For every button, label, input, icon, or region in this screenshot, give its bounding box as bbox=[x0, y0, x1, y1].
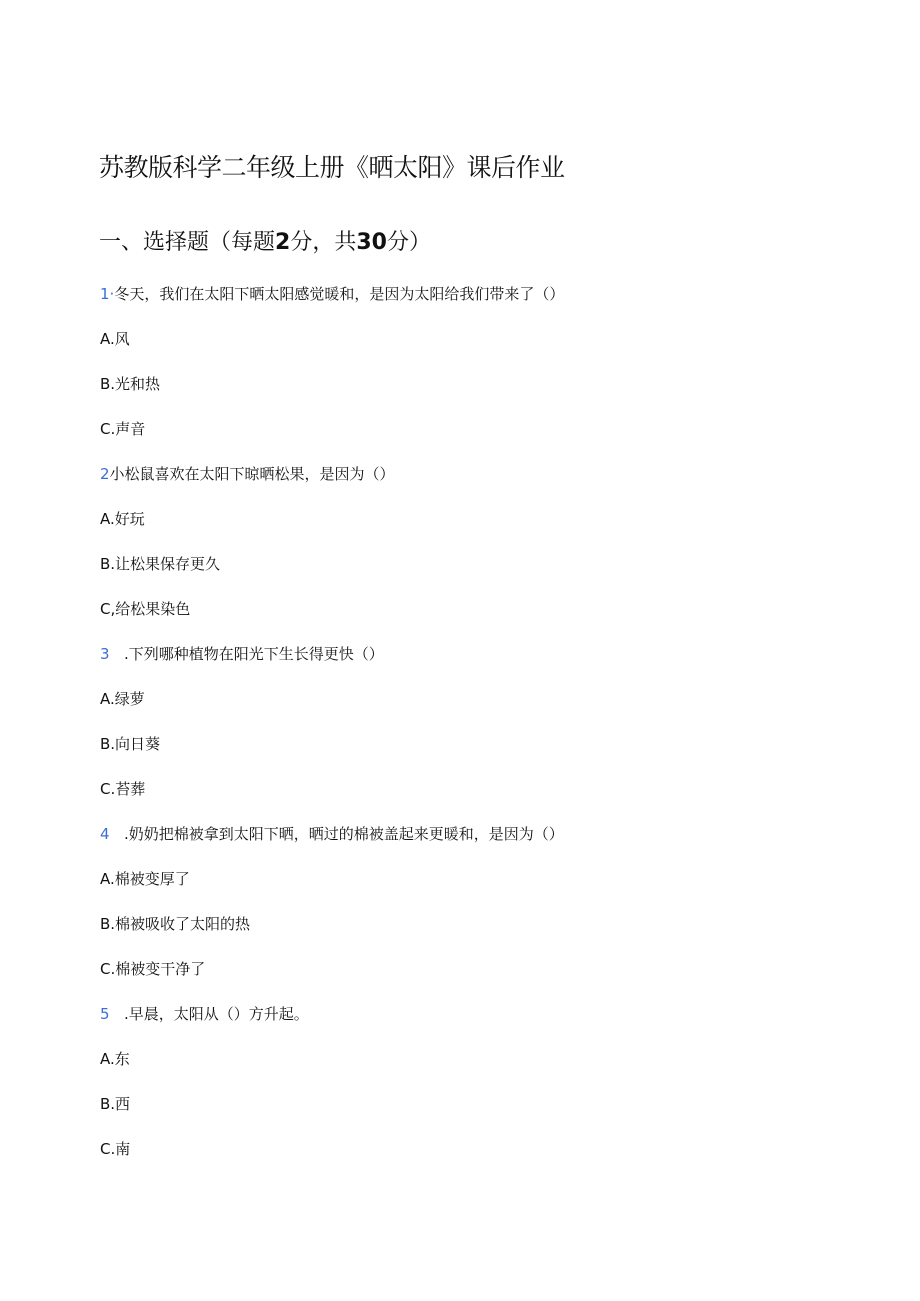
question-4 bbox=[100, 824, 564, 844]
section-heading-middle: 分，共 bbox=[290, 230, 357, 255]
question-3-option-c: C.苔葬 bbox=[100, 780, 146, 798]
question-2-option-c: C,给松果染色 bbox=[100, 600, 191, 618]
question-number: 3 bbox=[100, 645, 110, 663]
question-text: 小松鼠喜欢在太阳下晾晒松果，是因为（） bbox=[109, 465, 395, 483]
question-number: 2 bbox=[100, 465, 110, 483]
question-4-option-b: B.棉被吸收了太阳的热 bbox=[100, 915, 251, 933]
question-5-option-b: B.西 bbox=[100, 1095, 131, 1113]
question-number: 4 bbox=[100, 825, 110, 843]
section-points-each: 2 bbox=[275, 230, 291, 255]
question-4-option-a: A.棉被变厚了 bbox=[100, 870, 190, 888]
question-5-option-a: A.东 bbox=[100, 1050, 130, 1068]
question-5 bbox=[100, 1004, 309, 1024]
section-heading-prefix: 一、选择题（每题 bbox=[99, 230, 276, 255]
question-2-option-b: B.让松果保存更久 bbox=[100, 555, 221, 573]
question-4-option-c: C.棉被变干净了 bbox=[100, 960, 206, 978]
question-text: 冬天，我们在太阳下晒太阳感觉暖和，是因为太阳给我们带来了（） bbox=[114, 285, 565, 303]
question-number: 5 bbox=[100, 1005, 110, 1023]
section-heading bbox=[99, 225, 431, 261]
question-1 bbox=[100, 284, 564, 304]
section-points-total: 30 bbox=[356, 230, 387, 255]
question-text: .下列哪种植物在阳光下生长得更快（） bbox=[124, 645, 384, 663]
question-3-option-a: A.绿萝 bbox=[100, 690, 145, 708]
document-title: 苏教版科学二年级上册《晒太阳》课后作业 bbox=[99, 153, 565, 182]
question-5-option-c: C.南 bbox=[100, 1140, 131, 1158]
question-3-option-b: B.向日葵 bbox=[100, 735, 161, 753]
question-3 bbox=[100, 644, 384, 664]
question-2-option-a: A.好玩 bbox=[100, 510, 145, 528]
question-1-option-b: B.光和热 bbox=[100, 375, 161, 393]
section-heading-suffix: 分） bbox=[386, 230, 431, 255]
question-text: .早晨，太阳从（）方升起。 bbox=[124, 1005, 309, 1023]
question-2 bbox=[100, 464, 395, 484]
question-1-option-a: A.风 bbox=[100, 330, 130, 348]
question-separator: · bbox=[109, 285, 115, 303]
question-1-option-c: C.声音 bbox=[100, 420, 146, 438]
question-text: .奶奶把棉被拿到太阳下晒，晒过的棉被盖起来更暖和，是因为（） bbox=[124, 825, 564, 843]
question-number: 1 bbox=[100, 285, 110, 303]
